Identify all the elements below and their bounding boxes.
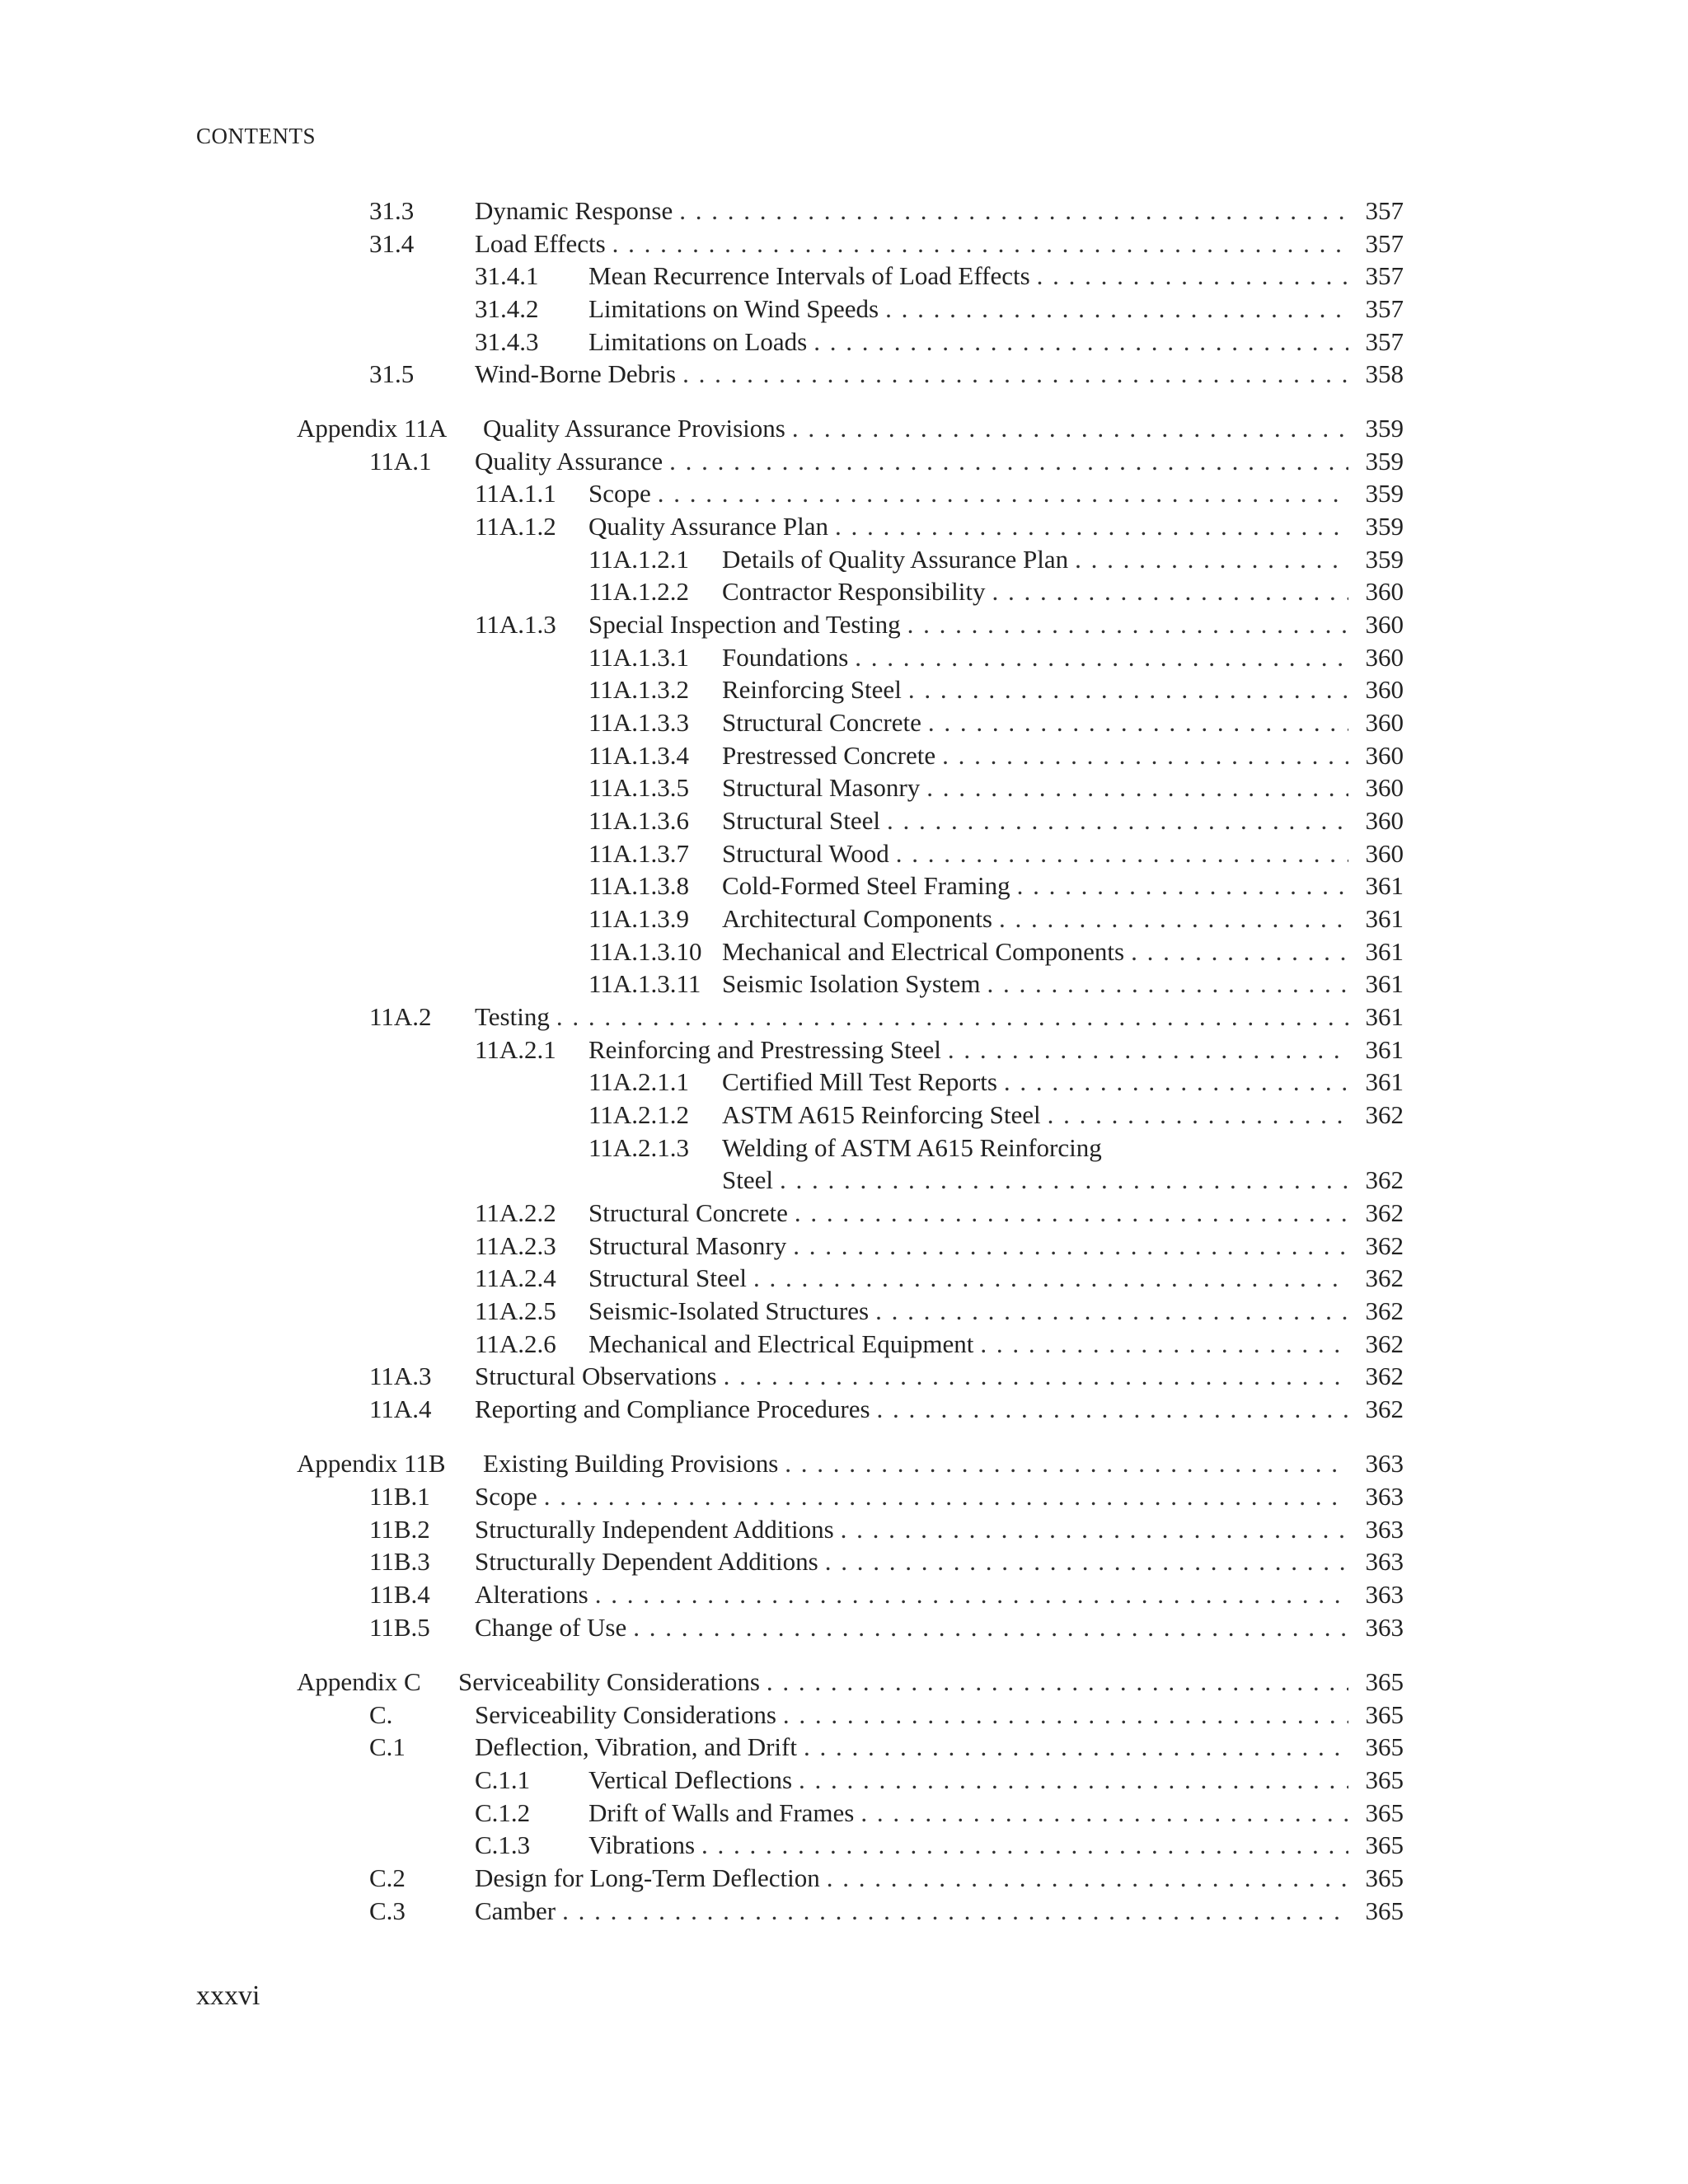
toc-entry-title: ASTM A615 Reinforcing Steel [722, 1100, 1041, 1129]
toc-entry-title: Deflection, Vibration, and Drift [475, 1732, 797, 1761]
toc-entry-number: 11A.1.3.3 [588, 708, 689, 737]
toc-entry-page: 361 [1365, 1035, 1404, 1064]
toc-entry-title: Structurally Independent Additions [475, 1515, 834, 1544]
toc-entry-number: 31.3 [369, 196, 415, 225]
toc-entry-title: Reinforcing and Prestressing Steel [588, 1035, 941, 1064]
toc-entry [0, 1862, 1688, 1895]
toc-entry [0, 1895, 1688, 1928]
toc-entry-title: Foundations [722, 643, 849, 672]
toc-entry-title: Scope [475, 1482, 537, 1511]
toc-entry-page: 358 [1365, 359, 1404, 388]
toc-entry-title: Welding of ASTM A615 Reinforcing [722, 1133, 1102, 1162]
dot-leader [658, 477, 1348, 510]
dot-leader [799, 1764, 1348, 1797]
toc-entry-title: Reporting and Compliance Procedures [475, 1394, 870, 1423]
toc-entry [0, 1328, 1688, 1361]
toc-entry [0, 1731, 1688, 1764]
toc-entry-title: Quality Assurance Provisions [483, 414, 785, 443]
dot-leader [1048, 1099, 1348, 1132]
toc-entry-title: Structural Concrete [588, 1198, 788, 1227]
toc-entry [0, 1230, 1688, 1263]
toc-entry-number: 31.5 [369, 359, 415, 388]
dot-leader [999, 902, 1348, 935]
toc-entry-number: 11A.2.6 [475, 1329, 556, 1358]
toc-entry-number: 11A.2.4 [475, 1263, 556, 1292]
toc-entry-number: C. [369, 1700, 393, 1729]
toc-entry-page: 363 [1365, 1580, 1404, 1609]
toc-entry [0, 869, 1688, 902]
toc-entry-number: 11A.1.3.1 [588, 643, 689, 672]
toc-entry-page: 362 [1365, 1165, 1404, 1194]
toc-entry-page: 362 [1365, 1100, 1404, 1129]
toc-entry-title: Structural Concrete [722, 708, 921, 737]
toc-entry [0, 260, 1688, 293]
toc-entry-number: 11A.1.2.2 [588, 577, 689, 606]
page-folio: xxxvi [196, 1980, 260, 2011]
toc-entry-number: 11A.2 [369, 1002, 432, 1031]
toc-entry [0, 1393, 1688, 1426]
toc-entry [0, 804, 1688, 837]
dot-leader [1131, 935, 1348, 968]
toc-entry [0, 1164, 1688, 1197]
toc-entry [0, 1360, 1688, 1393]
toc-entry-number: 31.4.3 [475, 327, 539, 356]
toc-entry [0, 739, 1688, 772]
toc-entry [0, 1295, 1688, 1328]
toc-entry-page: 359 [1365, 414, 1404, 443]
toc-entry-number: 11A.1.2 [475, 512, 556, 541]
toc-entry-number: 11A.1 [369, 447, 432, 476]
toc-entry-page: 362 [1365, 1329, 1404, 1358]
toc-entry [0, 673, 1688, 706]
toc-entry-number: 11A.1.3.2 [588, 675, 689, 704]
toc-entry-number: 11A.1.2.1 [588, 545, 689, 574]
toc-entry [0, 1578, 1688, 1611]
toc-entry-page: 360 [1365, 675, 1404, 704]
dot-leader [804, 1731, 1348, 1764]
toc-entry-number: 11A.2.1.1 [588, 1067, 689, 1096]
dot-leader [896, 837, 1348, 870]
dot-leader [835, 510, 1348, 543]
toc-entry-page: 361 [1365, 904, 1404, 933]
toc-entry-page: 360 [1365, 741, 1404, 770]
toc-entry [0, 1033, 1688, 1066]
toc-entry [0, 1611, 1688, 1644]
toc-entry-number: 11A.1.3 [475, 610, 556, 639]
toc-entry [0, 1797, 1688, 1830]
toc-entry-page: 362 [1365, 1231, 1404, 1260]
dot-leader [928, 706, 1348, 739]
dot-leader [562, 1895, 1348, 1928]
toc-entry-title: Details of Quality Assurance Plan [722, 545, 1069, 574]
dot-leader [795, 1197, 1348, 1230]
dot-leader [785, 1447, 1348, 1480]
toc-entry [0, 194, 1688, 227]
toc-entry [0, 837, 1688, 870]
dot-leader [724, 1360, 1348, 1393]
dot-leader [860, 1797, 1348, 1830]
toc-entry-title: Limitations on Wind Speeds [588, 294, 879, 323]
toc-entry-page: 365 [1365, 1732, 1404, 1761]
toc-entry-page: 357 [1365, 229, 1404, 258]
toc-entry-title: Vibrations [588, 1830, 696, 1859]
toc-entry-title: Vertical Deflections [588, 1765, 793, 1794]
toc-entry-title: Mechanical and Electrical Equipment [588, 1329, 974, 1358]
toc-entry [0, 1262, 1688, 1295]
dot-leader [1075, 543, 1348, 576]
toc-entry-page: 365 [1365, 1863, 1404, 1892]
toc-entry-number: 31.4.1 [475, 261, 539, 290]
toc-entry-page: 361 [1365, 1067, 1404, 1096]
dot-leader [1004, 1066, 1348, 1099]
toc-entry-page: 362 [1365, 1263, 1404, 1292]
toc-entry [0, 510, 1688, 543]
toc-entry [0, 1513, 1688, 1546]
toc-entry-number: 31.4.2 [475, 294, 539, 323]
toc-entry-number: 11A.1.3.10 [588, 937, 702, 966]
dot-leader [980, 1328, 1348, 1361]
toc-entry-title: Seismic Isolation System [722, 969, 981, 998]
toc-entry-title: Structural Observations [475, 1361, 717, 1390]
toc-entry-page: 363 [1365, 1449, 1404, 1478]
toc-entry-page: 365 [1365, 1798, 1404, 1827]
toc-entry-title: Structurally Dependent Additions [475, 1547, 818, 1576]
toc-entry-page: 363 [1365, 1613, 1404, 1642]
toc-entry-page: 360 [1365, 577, 1404, 606]
toc-entry-number: Appendix 11B [297, 1449, 446, 1478]
toc-entry-title: Certified Mill Test Reports [722, 1067, 997, 1096]
toc-entry [0, 1197, 1688, 1230]
toc-entry [0, 706, 1688, 739]
toc-entry [0, 1480, 1688, 1513]
toc-entry-number: 11A.1.1 [475, 479, 556, 508]
toc-entry-page: 359 [1365, 479, 1404, 508]
toc-entry-number: 11B.4 [369, 1580, 430, 1609]
toc-entry-title: Limitations on Loads [588, 327, 808, 356]
dot-leader [682, 358, 1348, 391]
toc-entry-title: Contractor Responsibility [722, 577, 986, 606]
toc-entry [0, 968, 1688, 1001]
toc-entry-page: 363 [1365, 1482, 1404, 1511]
dot-leader [942, 739, 1348, 772]
dot-leader [544, 1480, 1348, 1513]
toc-entry [0, 543, 1688, 576]
toc-entry-page: 361 [1365, 871, 1404, 900]
dot-leader [1037, 260, 1348, 293]
toc-entry-page: 360 [1365, 806, 1404, 835]
toc-entry-number: 11A.2.3 [475, 1231, 556, 1260]
toc-entry-title: Existing Building Provisions [483, 1449, 779, 1478]
toc-entry-page: 360 [1365, 708, 1404, 737]
toc-entry-number: C.2 [369, 1863, 406, 1892]
toc-entry-number: 11A.1.3.5 [588, 773, 689, 802]
toc-entry [0, 935, 1688, 968]
dot-leader [767, 1666, 1348, 1699]
toc-entry-title: Structural Wood [722, 839, 889, 868]
toc-entry-page: 362 [1365, 1394, 1404, 1423]
toc-entry [0, 575, 1688, 608]
toc-entry [0, 641, 1688, 674]
dot-leader [825, 1545, 1348, 1578]
toc-entry [0, 1099, 1688, 1132]
dot-leader [926, 771, 1348, 804]
toc-entry [0, 1132, 1688, 1165]
toc-entry-number: C.1.1 [475, 1765, 531, 1794]
toc-entry [0, 1666, 1688, 1699]
dot-leader [885, 293, 1348, 326]
dot-leader [887, 804, 1348, 837]
toc-entry-title: Dynamic Response [475, 196, 673, 225]
dot-leader [701, 1829, 1348, 1862]
toc-entry-number: 11B.3 [369, 1547, 430, 1576]
toc-entry-title: Serviceability Considerations [475, 1700, 776, 1729]
dot-leader [783, 1699, 1348, 1732]
toc-entry-page: 365 [1365, 1765, 1404, 1794]
toc-entry [0, 771, 1688, 804]
running-header: CONTENTS [196, 124, 316, 148]
toc-entry-title: Structural Masonry [722, 773, 921, 802]
toc-entry-title: Quality Assurance [475, 447, 663, 476]
toc-entry [0, 293, 1688, 326]
dot-leader [612, 227, 1348, 260]
dot-leader [877, 1393, 1348, 1426]
toc-entry-page: 360 [1365, 610, 1404, 639]
toc-entry-page: 357 [1365, 294, 1404, 323]
dot-leader [948, 1033, 1348, 1066]
toc-entry-page: 362 [1365, 1198, 1404, 1227]
dot-leader [679, 194, 1348, 227]
toc-entry-number: 11B.1 [369, 1482, 430, 1511]
toc-entry [0, 227, 1688, 260]
toc-entry-title: Drift of Walls and Frames [588, 1798, 855, 1827]
toc-entry-number: 11A.2.5 [475, 1296, 556, 1325]
toc-entry [0, 445, 1688, 478]
toc-entry-page: 365 [1365, 1700, 1404, 1729]
toc-entry-page: 362 [1365, 1296, 1404, 1325]
toc-entry-number: 11A.3 [369, 1361, 432, 1390]
dot-leader [855, 641, 1348, 674]
toc-entry-page: 365 [1365, 1667, 1404, 1696]
dot-leader [793, 1230, 1348, 1263]
toc-entry-title: Architectural Components [722, 904, 992, 933]
dot-leader [814, 326, 1348, 359]
toc-entry-page: 361 [1365, 1002, 1404, 1031]
toc-entry-number: 11A.2.1.2 [588, 1100, 689, 1129]
toc-entry-title: Quality Assurance Plan [588, 512, 829, 541]
toc-entry-page: 365 [1365, 1830, 1404, 1859]
toc-entry [0, 358, 1688, 391]
toc-entry-number: Appendix C [297, 1667, 421, 1696]
toc-entry-page: 357 [1365, 196, 1404, 225]
dot-leader [841, 1513, 1348, 1546]
toc-entry-title: Serviceability Considerations [458, 1667, 760, 1696]
dot-leader [753, 1262, 1348, 1295]
toc-entry-title: Seismic-Isolated Structures [588, 1296, 870, 1325]
toc-entry-number: C.3 [369, 1896, 406, 1925]
toc-entry-title: Testing [475, 1002, 550, 1031]
toc-entry-title: Special Inspection and Testing [588, 610, 901, 639]
dot-leader [992, 575, 1348, 608]
toc-entry-number: 11A.1.3.7 [588, 839, 689, 868]
toc-entry-title: Design for Long-Term Deflection [475, 1863, 820, 1892]
toc-entry-number: 11A.2.1.3 [588, 1133, 689, 1162]
dot-leader [780, 1164, 1348, 1197]
toc-entry-title: Mean Recurrence Intervals of Load Effects [588, 261, 1030, 290]
dot-leader [595, 1578, 1348, 1611]
toc-entry-page: 363 [1365, 1515, 1404, 1544]
toc-entry-number: Appendix 11A [297, 414, 448, 443]
toc-entry [0, 1066, 1688, 1099]
toc-entry [0, 902, 1688, 935]
toc-entry-title: Steel [722, 1165, 773, 1194]
toc-entry-page: 357 [1365, 261, 1404, 290]
toc-entry-page: 360 [1365, 773, 1404, 802]
toc-entry-page: 359 [1365, 447, 1404, 476]
toc-entry-page: 359 [1365, 512, 1404, 541]
toc-entry-title: Reinforcing Steel [722, 675, 902, 704]
toc-entry-title: Scope [588, 479, 651, 508]
toc-entry-title: Structural Masonry [588, 1231, 787, 1260]
toc-entry [0, 1447, 1688, 1480]
toc-entry-number: 11B.5 [369, 1613, 430, 1642]
toc-entry-number: 11A.1.3.6 [588, 806, 689, 835]
dot-leader [987, 968, 1348, 1001]
toc-entry-title: Structural Steel [588, 1263, 747, 1292]
toc-entry [0, 477, 1688, 510]
toc-entry-number: C.1.2 [475, 1798, 531, 1827]
dot-leader [633, 1611, 1348, 1644]
toc-entry-number: C.1 [369, 1732, 406, 1761]
toc-entry-page: 357 [1365, 327, 1404, 356]
toc-entry [0, 1699, 1688, 1732]
dot-leader [792, 412, 1348, 445]
toc-entry-page: 363 [1365, 1547, 1404, 1576]
toc-entry-number: 11A.1.3.9 [588, 904, 689, 933]
toc-entry-page: 360 [1365, 839, 1404, 868]
dot-leader [907, 608, 1348, 641]
toc-entry [0, 1764, 1688, 1797]
toc-entry [0, 412, 1688, 445]
dot-leader [669, 445, 1348, 478]
toc-entry-title: Cold-Formed Steel Framing [722, 871, 1010, 900]
toc-entry [0, 326, 1688, 359]
toc-entry-title: Alterations [475, 1580, 588, 1609]
toc-entry-number: 11A.4 [369, 1394, 432, 1423]
toc-entry-title: Change of Use [475, 1613, 627, 1642]
dot-leader [875, 1295, 1348, 1328]
toc-entry-number: 11A.2.1 [475, 1035, 556, 1064]
toc-entry-page: 361 [1365, 937, 1404, 966]
toc-entry-number: 11A.2.2 [475, 1198, 556, 1227]
toc-entry-title: Camber [475, 1896, 556, 1925]
toc-entry-page: 361 [1365, 969, 1404, 998]
toc-entry-title: Load Effects [475, 229, 606, 258]
toc-entry [0, 608, 1688, 641]
toc-entry-number: 31.4 [369, 229, 415, 258]
toc-entry-number: 11A.1.3.11 [588, 969, 701, 998]
toc-entry-page: 365 [1365, 1896, 1404, 1925]
toc-entry [0, 1829, 1688, 1862]
toc-entry-page: 359 [1365, 545, 1404, 574]
toc-entry-page: 362 [1365, 1361, 1404, 1390]
toc-entry [0, 1545, 1688, 1578]
dot-leader [827, 1862, 1348, 1895]
toc-entry-title: Structural Steel [722, 806, 880, 835]
dot-leader [1017, 869, 1348, 902]
toc-entry-number: C.1.3 [475, 1830, 531, 1859]
toc-entry-page: 360 [1365, 643, 1404, 672]
toc-entry-number: 11B.2 [369, 1515, 430, 1544]
dot-leader [908, 673, 1348, 706]
dot-leader [556, 1001, 1348, 1033]
toc-entry-number: 11A.1.3.8 [588, 871, 689, 900]
toc-entry-number: 11A.1.3.4 [588, 741, 689, 770]
toc-entry-title: Mechanical and Electrical Components [722, 937, 1125, 966]
toc-entry-title: Prestressed Concrete [722, 741, 936, 770]
toc-entry [0, 1001, 1688, 1033]
toc-entry-title: Wind-Borne Debris [475, 359, 677, 388]
